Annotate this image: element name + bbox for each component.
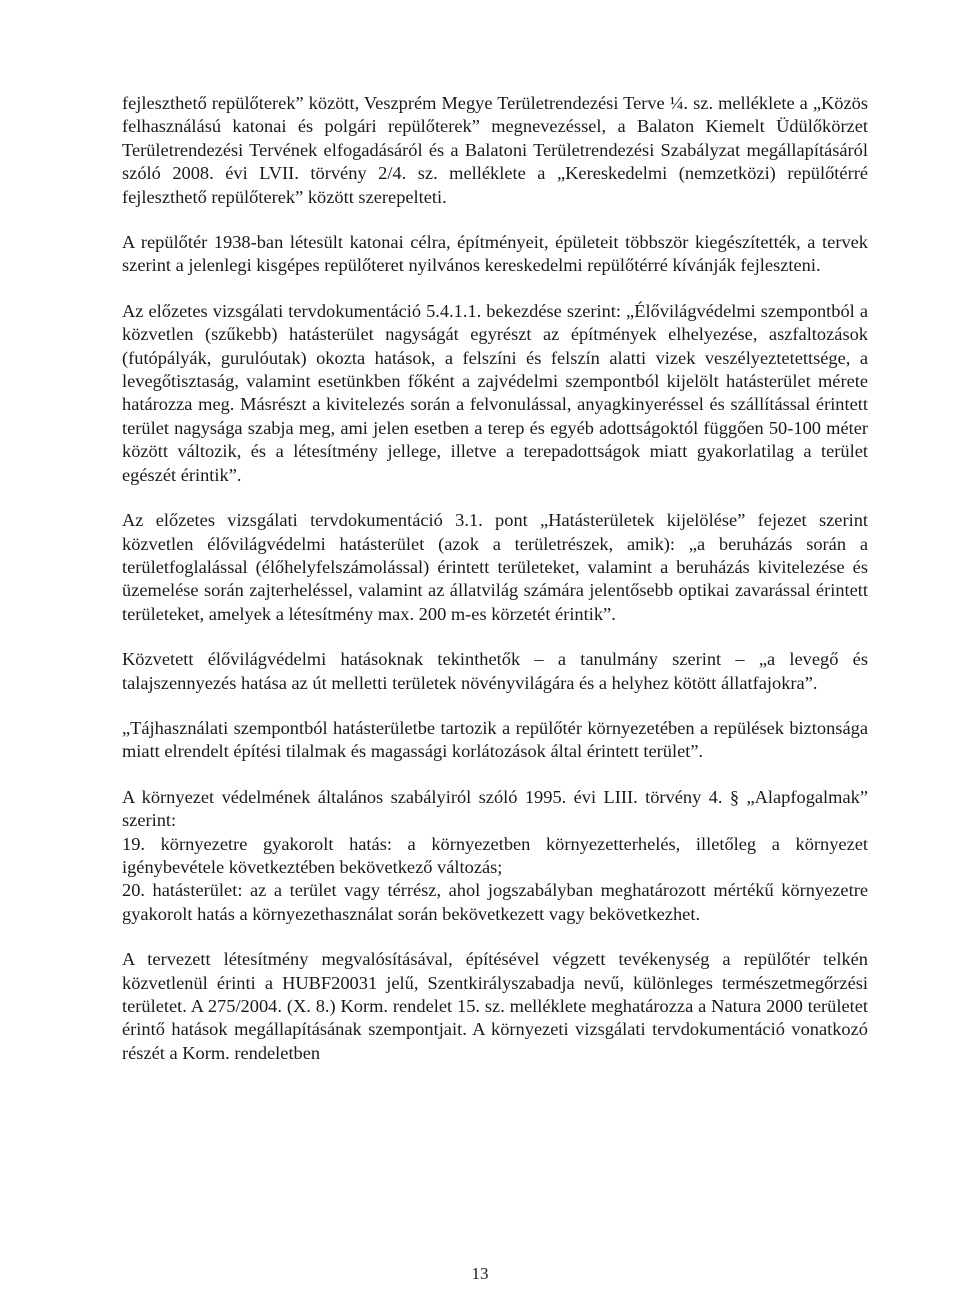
paragraph-airport-classification: fejleszthető repülőterek” között, Veszprém Megye Területrendezési Terve ¼. sz. melléklete a „Közös felhasználású katonai és polgári repülőterek” megnevezéssel, a Balaton Kiemelt Üdülőkörzet Területrendezési Tervének elfogadásáról és a Balatoni Területrendezési Szabályzat megállapításáról szóló 2008. évi LVII. törvény 2/4. sz. melléklete a „Kereskedelmi (nemzetközi) repülőtérré fejleszthető repülőterek” között szerepelteti.	[122, 93, 868, 207]
page-number: 13	[471, 1264, 489, 1283]
paragraph-direct-impact-area: Az előzetes vizsgálati tervdokumentáció 3.1. pont „Hatásterületek kijelölése” fejezet szerint közvetlen élővilágvédelmi hatásterület (azok a területrészek, amik): „a beruházás során a területfoglalással (élőhelyfelszámolással) érintett területeket, valamint a beruházás kivitelezése és üzemelése során zajterheléssel, valamint az állatvilág számára jelentősebb optikai zavarással érintett területeket, amelyek a létesítmény max. 200 m-es körzetét érintik”.	[122, 510, 868, 624]
paragraph-indirect-impacts: Közvetett élővilágvédelmi hatásoknak tekinthetők – a tanulmány szerint – „a levegő és talajszennyezés hatása az út melletti területek növényvilágára és a helyhez kötött állatfajokra”.	[122, 649, 868, 693]
page-body	[122, 92, 868, 1065]
paragraph-ecology-impact-area: Az előzetes vizsgálati tervdokumentáció 5.4.1.1. bekezdése szerint: „Élővilágvédelmi szempontból a közvetlen (szűkebb) hatásterület nagyságát egyrészt az építmények elhelyezése, aszfaltozások (futópályák, gurulóutak) okozta hatások, a felszíni és felszín alatti vizek veszélyeztetettsége, a levegőtisztaság, valamint esetünkben főként a zajvédelmi szempontból kijelölt hatásterület mérete határozza meg. Másrészt a kivitelezés során a felvonulással, anyagkinyeréssel és szállítással érintett terület nagysága szabja meg, ami jelen esetben a terep és egyéb adottságoktól függően 50-100 méter között változik, és a létesítmény jellege, illetve a terepadottságok miatt gyakorlatilag a terület egészét érintik”.	[122, 300, 868, 485]
definition-item: 20. hatásterület: az a terület vagy térrész, ahol jogszabályban meghatározott mértékű környezetre gyakorolt hatás a környezethasználat során bekövetkezett vagy bekövetkezhet.	[122, 880, 868, 924]
paragraph-natura-2000: A tervezett létesítmény megvalósításával, építésével végzett tevékenység a repülőtér telkén közvetlenül érinti a HUBF20031 jelű, Szentkirályszabadja nevű, különleges természetmegőrzési területet. A 275/2004. (X. 8.) Korm. rendelet 15. sz. melléklete meghatározza a Natura 2000 területet érintő hatások megállapításának szempontjait. A környezeti vizsgálati tervdokumentáció vonatkozó részét a Korm. rendeletben	[122, 949, 868, 1063]
paragraph-law-reference: A környezet védelmének általános szabályiról szóló 1995. évi LIII. törvény 4. § „Alapfogalmak” szerint:	[122, 786, 868, 831]
definition-item: 19. környezetre gyakorolt hatás: a környezetben környezetterhelés, illetőleg a környezet igénybevétele következtében bekövetkező változás;	[122, 833, 868, 877]
paragraph-airport-history: A repülőtér 1938-ban létesült katonai célra, építményeit, épületeit többször kiegészítették, a tervek szerint a jelenlegi kisgépes repülőteret nyilvános kereskedelmi repülőtérré kívánják fejleszteni.	[122, 232, 868, 276]
paragraph-land-use-impact: „Tájhasználati szempontból hatásterületbe tartozik a repülőtér környezetében a repülések biztonsága miatt elrendelt építési tilalmak és magassági korlátozások által érintett terület”.	[122, 717, 868, 762]
